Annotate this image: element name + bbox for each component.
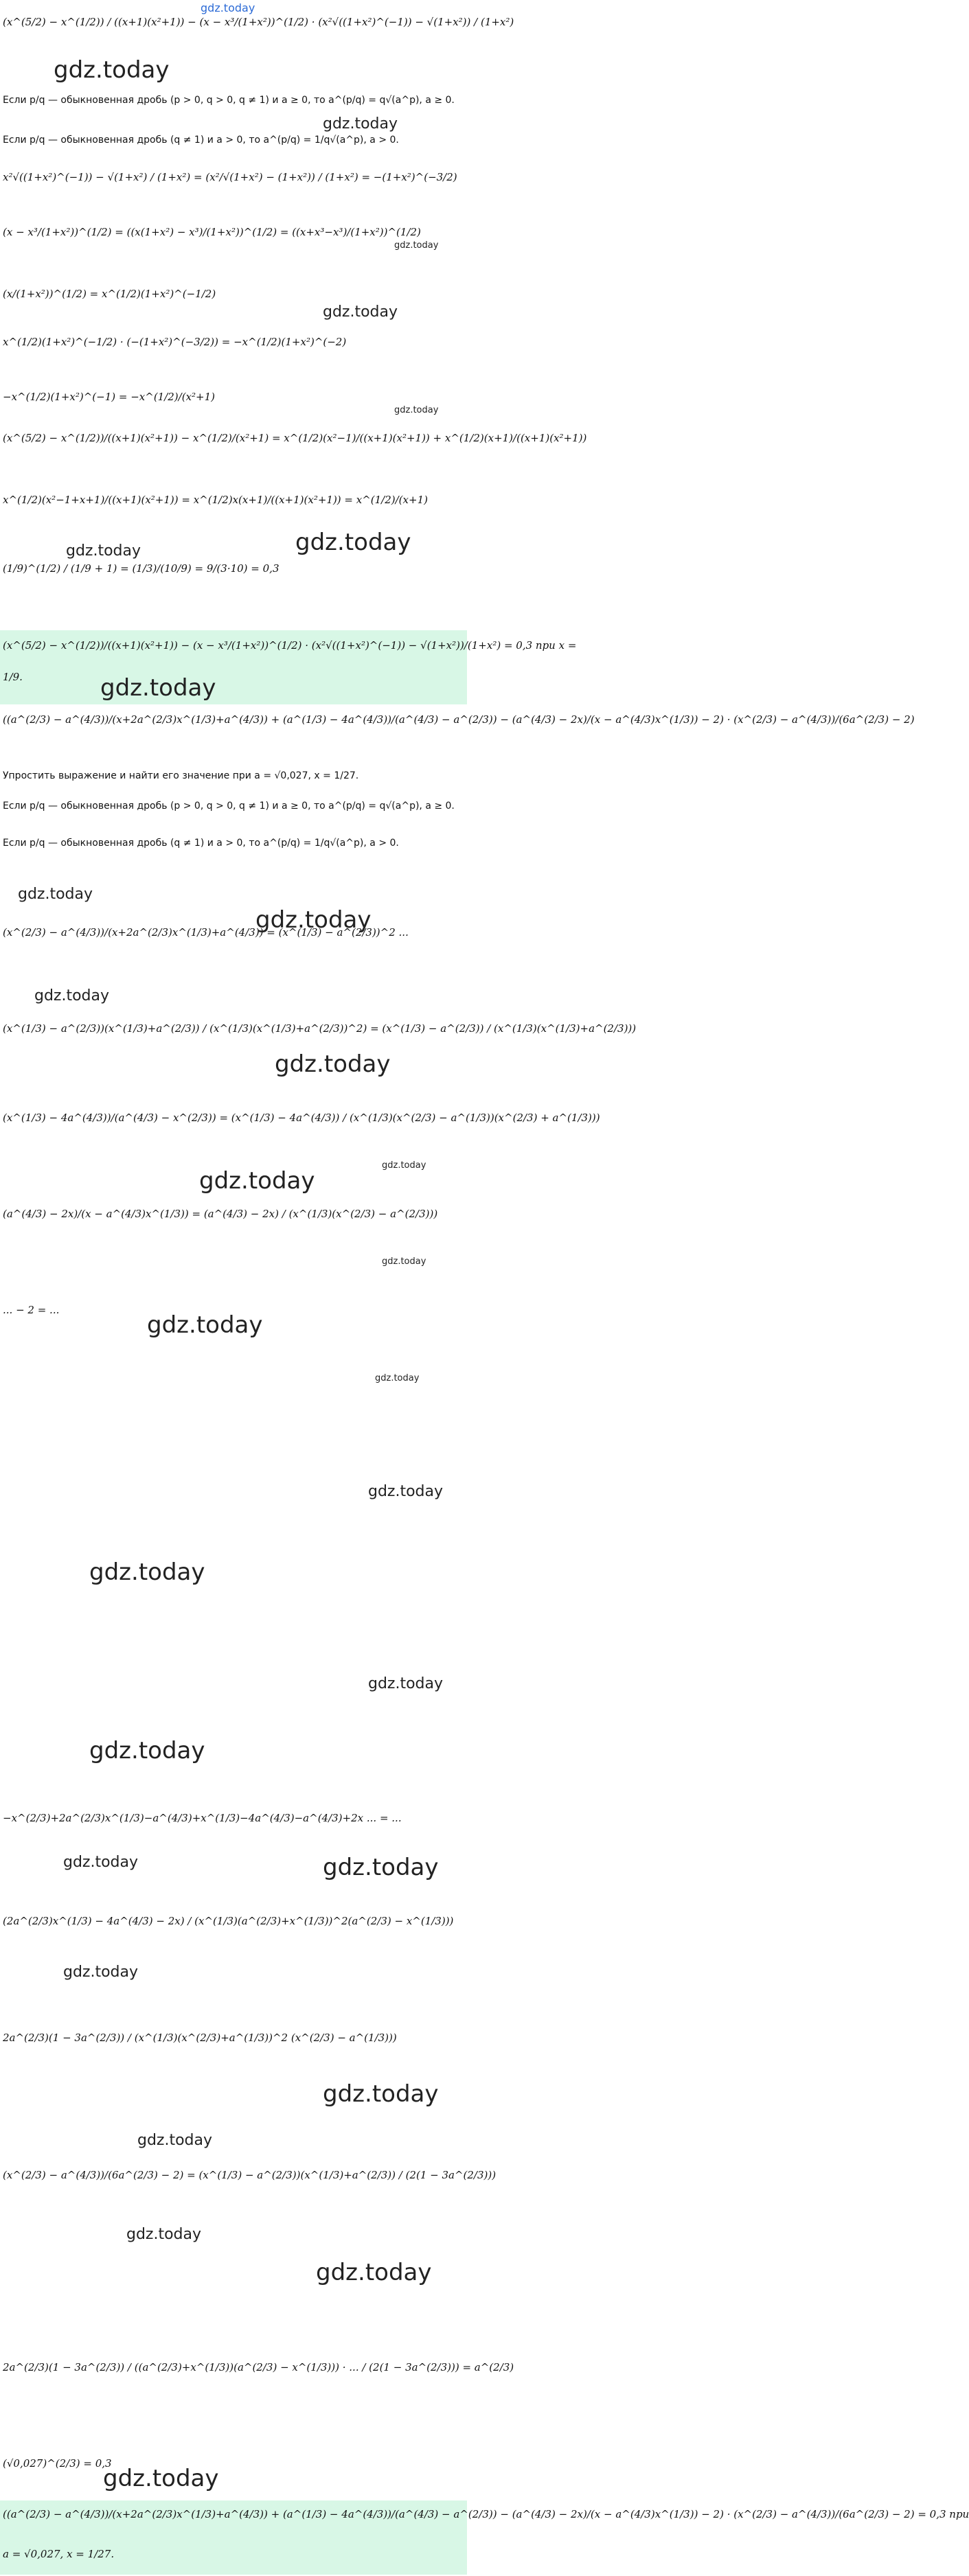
watermark: gdz.today xyxy=(18,886,93,903)
formula-line-2: (x − x³/(1+x²))^(1/2) = ((x(1+x²) − x³)/(1+x²))^(1/2) = ((x+x³−x³)/(1+x²))^(1/2) xyxy=(3,226,421,238)
watermark: gdz.today xyxy=(375,1373,420,1383)
watermark: gdz.today xyxy=(89,1559,205,1586)
task2-prompt: Упростить выражение и найти его значение при a = √0,027, x = 1/27. xyxy=(3,770,359,781)
watermark: gdz.today xyxy=(295,529,411,556)
watermark: gdz.today xyxy=(54,56,170,84)
watermark: gdz.today xyxy=(382,1256,426,1267)
watermark: gdz.today xyxy=(126,2226,202,2243)
answer-highlight-1 xyxy=(0,630,577,704)
answer-formula-2: ((a^(2/3) − a^(4/3))/(x+2a^(2/3)x^(1/3)+a^(4/3)) + (a^(1/3) − 4a^(4/3))/(a^(4/3) − a^(2/3)) − (a^(4/3) − 2x)/(x − a^(4/3)x^(1/3)) − 2) · (x^(2/3) − a^(4/3))/(6a^(2/3) − 2) = 0,3 при xyxy=(3,2508,969,2520)
definition-1: Если p/q — обыкновенная дробь (p > 0, q > 0, q ≠ 1) и a ≥ 0, то a^(p/q) = q√(a^p), a ≥ 0. xyxy=(3,95,455,106)
solution-line-3: (a^(4/3) − 2x)/(x − a^(4/3)x^(1/3)) = (a^(4/3) − 2x) / (x^(1/3)(x^(2/3) − a^(2/3))) xyxy=(3,1208,438,1220)
watermark: gdz.today xyxy=(100,674,216,702)
watermark: gdz.today xyxy=(368,1675,444,1692)
watermark: gdz.today xyxy=(89,1737,205,1764)
solution-line-4: ... − 2 = ... xyxy=(3,1304,60,1316)
watermark: gdz.today xyxy=(255,906,372,934)
watermark: gdz.today xyxy=(323,303,398,321)
formula-line-7: x^(1/2)(x²−1+x+1)/((x+1)(x²+1)) = x^(1/2)x(x+1)/((x+1)(x²+1)) = x^(1/2)/(x+1) xyxy=(3,494,428,506)
watermark: gdz.today xyxy=(103,2465,219,2492)
watermark: gdz.today xyxy=(323,1854,439,1881)
formula-line-4: x^(1/2)(1+x²)^(−1/2) · (−(1+x²)^(−3/2)) = −x^(1/2)(1+x²)^(−2) xyxy=(3,336,347,348)
watermark: gdz.today xyxy=(394,240,439,251)
formula-line-3: (x/(1+x²))^(1/2) = x^(1/2)(1+x²)^(−1/2) xyxy=(3,288,216,300)
solution-line-7: 2a^(2/3)(1 − 3a^(2/3)) / (x^(1/3)(x^(2/3)+a^(1/3))^2 (x^(2/3) − a^(1/3))) xyxy=(3,2032,397,2044)
watermark: gdz.today xyxy=(382,1160,426,1171)
watermark: gdz.today xyxy=(137,2132,213,2149)
watermark: gdz.today xyxy=(275,1050,391,1078)
watermark: gdz.today xyxy=(316,2259,432,2286)
watermark: gdz.today xyxy=(323,2080,439,2108)
watermark: gdz.today xyxy=(66,542,141,560)
solution-line-1: (x^(1/3) − a^(2/3))(x^(1/3)+a^(2/3)) / (x^(1/3)(x^(1/3)+a^(2/3))^2) = (x^(1/3) − a^(2/3)) / (x^(1/3)(x^(1/3)+a^(2/3))) xyxy=(3,1022,637,1035)
site-logo-top[interactable]: gdz.today xyxy=(201,1,255,14)
answer-highlight-2 xyxy=(0,2500,969,2575)
answer-formula-1: (x^(5/2) − x^(1/2))/((x+1)(x²+1)) − (x − x³/(1+x²))^(1/2) · (x²√((1+x²)^(−1)) − √(1+x²))/(1+x²) = 0,3 при x = xyxy=(3,639,577,652)
formula-line-1: x²√((1+x²)^(−1)) − √(1+x²) / (1+x²) = (x²/√(1+x²) − (1+x²)) / (1+x²) = −(1+x²)^(−3/2) xyxy=(3,171,457,183)
task2-formula: ((a^(2/3) − a^(4/3))/(x+2a^(2/3)x^(1/3)+a^(4/3)) + (a^(1/3) − 4a^(4/3))/(a^(4/3) − a^(2/3)) − (a^(4/3) − 2x)/(x − a^(4/3)x^(1/3)) − 2) · (x^(2/3) − a^(4/3))/(6a^(2/3) − 2) xyxy=(3,713,915,726)
intro-section xyxy=(0,12,514,88)
watermark: gdz.today xyxy=(394,405,439,415)
watermark: gdz.today xyxy=(199,1167,315,1195)
watermark: gdz.today xyxy=(323,115,398,133)
solution-line-2: (x^(1/3) − 4a^(4/3))/(a^(4/3) − x^(2/3)) = (x^(1/3) − 4a^(4/3)) / (x^(1/3)(x^(2/3) − a^(1/3))(x^(2/3) + a^(1/3))) xyxy=(3,1112,600,1124)
formula-line-5: −x^(1/2)(1+x²)^(−1) = −x^(1/2)/(x²+1) xyxy=(3,391,216,403)
solution-line-5: −x^(2/3)+2a^(2/3)x^(1/3)−a^(4/3)+x^(1/3)−4a^(4/3)−a^(4/3)+2x ... = ... xyxy=(3,1812,402,1824)
definition-2: Если p/q — обыкновенная дробь (q ≠ 1) и a > 0, то a^(p/q) = 1/q√(a^p), a > 0. xyxy=(3,135,399,146)
solution-line-6: (2a^(2/3)x^(1/3) − 4a^(4/3) − 2x) / (x^(1/3)(a^(2/3)+x^(1/3))^2(a^(2/3) − x^(1/3))) xyxy=(3,1915,454,1927)
answer-value-2: a = √0,027, x = 1/27. xyxy=(3,2548,115,2560)
watermark: gdz.today xyxy=(147,1311,263,1339)
definition-1-repeat: Если p/q — обыкновенная дробь (p > 0, q > 0, q ≠ 1) и a ≥ 0, то a^(p/q) = q√(a^p), a ≥ 0. xyxy=(3,801,455,812)
definition-2-repeat: Если p/q — обыкновенная дробь (q ≠ 1) и a > 0, то a^(p/q) = 1/q√(a^p), a > 0. xyxy=(3,838,399,849)
watermark: gdz.today xyxy=(63,1964,139,1981)
watermark: gdz.today xyxy=(34,987,110,1004)
solution-line-10: (√0,027)^(2/3) = 0,3 xyxy=(3,2457,112,2470)
watermark: gdz.today xyxy=(368,1483,444,1500)
solution-line-9: 2a^(2/3)(1 − 3a^(2/3)) / ((a^(2/3)+x^(1/3))(a^(2/3) − x^(1/3))) · ... / (2(1 − 3a^(2/3))) = a^(2/3) xyxy=(3,2361,514,2373)
formula-line-8: (1/9)^(1/2) / (1/9 + 1) = (1/3)/(10/9) = 9/(3·10) = 0,3 xyxy=(3,562,280,575)
solution-line-0: (x^(2/3) − a^(4/3))/(x+2a^(2/3)x^(1/3)+a^(4/3)) = (x^(1/3) − a^(2/3))^2 ... xyxy=(3,926,409,939)
formula-line-6: (x^(5/2) − x^(1/2))/((x+1)(x²+1)) − x^(1/2)/(x²+1) = x^(1/2)(x²−1)/((x+1)(x²+1)) + x^(1/2)(x+1)/((x+1)(x²+1)) xyxy=(3,432,587,444)
formula-line-0: (x^(5/2) − x^(1/2)) / ((x+1)(x²+1)) − (x − x³/(1+x²))^(1/2) · (x²√((1+x²)^(−1)) − √(1+x²)) / (1+x²) xyxy=(3,16,514,28)
watermark: gdz.today xyxy=(63,1854,139,1871)
answer-value-1: 1/9. xyxy=(3,671,23,683)
solution-line-8: (x^(2/3) − a^(4/3))/(6a^(2/3) − 2) = (x^(1/3) − a^(2/3))(x^(1/3)+a^(2/3)) / (2(1 − 3a^(2/3))) xyxy=(3,2169,497,2181)
